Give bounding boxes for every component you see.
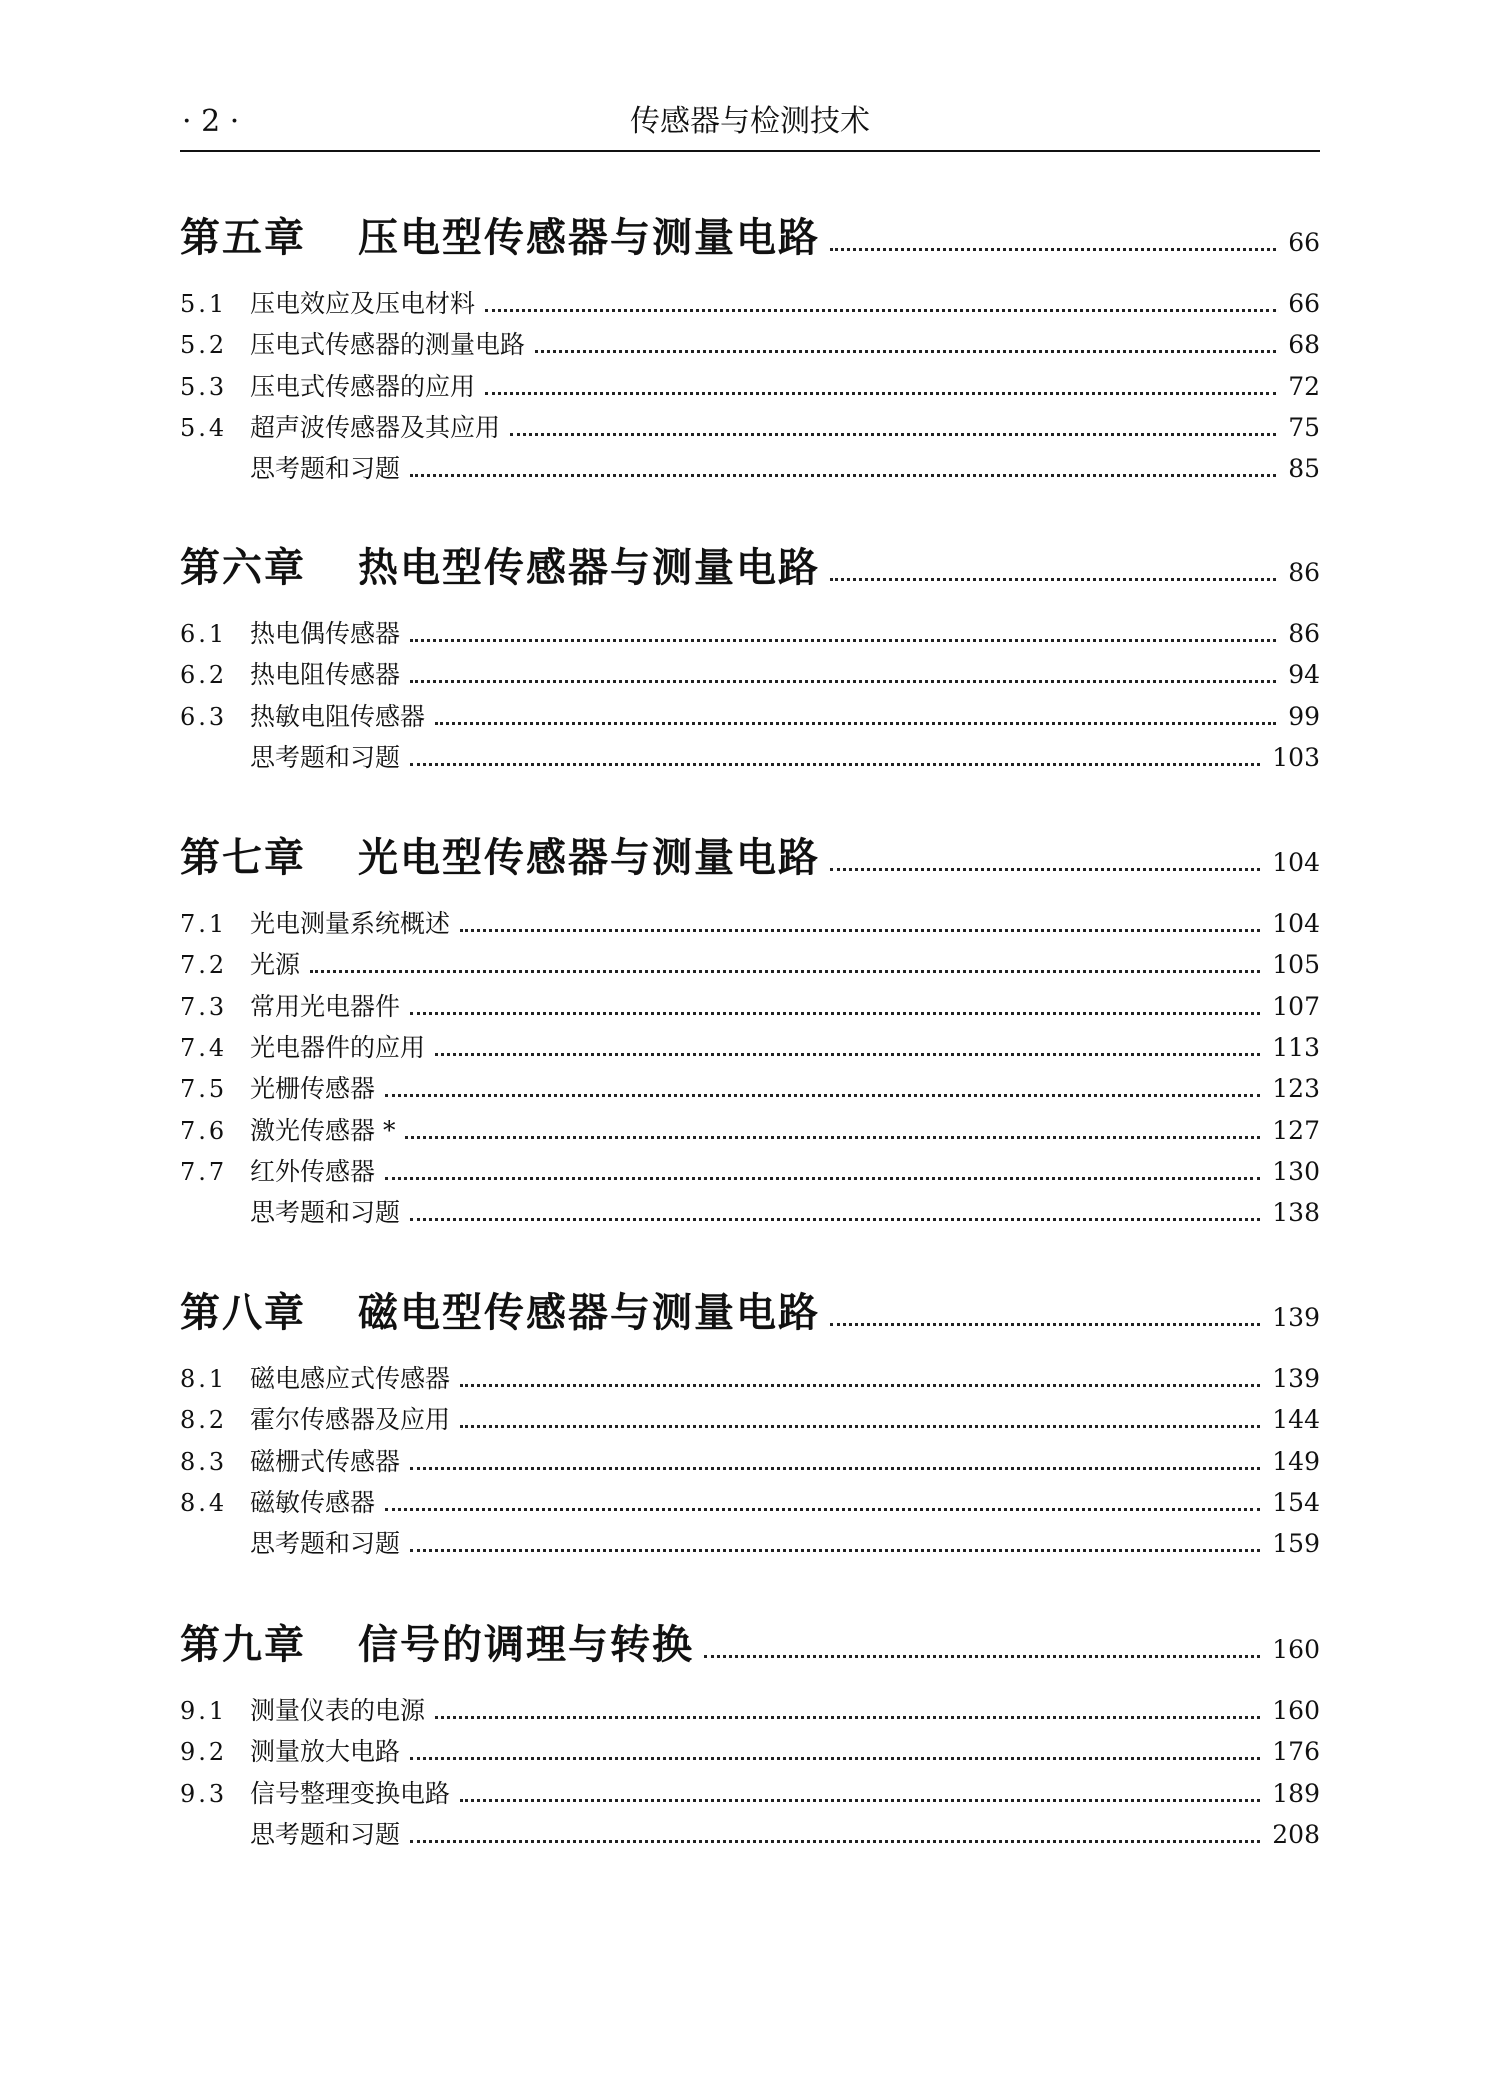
- section-page-number: 160: [1272, 1696, 1320, 1725]
- section-title: 热电偶传感器: [250, 619, 401, 648]
- section-number: 7.4: [180, 1033, 228, 1062]
- chapter-page-number: 86: [1288, 558, 1320, 587]
- dot-leader: [410, 1757, 1260, 1760]
- dot-leader: [310, 970, 1260, 973]
- toc-entry[interactable]: [180, 1113, 1320, 1153]
- toc-entry[interactable]: [180, 1071, 1320, 1111]
- toc-entry[interactable]: [180, 1485, 1320, 1525]
- section-number: 6.3: [180, 702, 228, 731]
- section-page-number: 144: [1272, 1405, 1320, 1435]
- section-title: 压电效应及压电材料: [250, 289, 476, 318]
- section-page-number: 68: [1288, 330, 1320, 360]
- section-page-number: 66: [1288, 289, 1320, 318]
- toc-entry[interactable]: [180, 906, 1320, 946]
- toc-entry[interactable]: [180, 1776, 1320, 1816]
- section-title: 霍尔传感器及应用: [250, 1405, 451, 1435]
- section-number: 5.3: [180, 372, 228, 401]
- section-page-number: 113: [1272, 1032, 1320, 1062]
- section-title: 激光传感器 *: [250, 1115, 396, 1145]
- section-page-number: 189: [1272, 1778, 1320, 1808]
- section-number: 9.1: [180, 1697, 228, 1725]
- section-page-number: 139: [1272, 1364, 1320, 1393]
- section-page-number: 149: [1272, 1446, 1320, 1476]
- dot-leader: [385, 1177, 1260, 1180]
- section-page-number: 85: [1288, 454, 1320, 484]
- section-page-number: 99: [1288, 701, 1320, 731]
- toc-entry[interactable]: [180, 1361, 1320, 1401]
- chapter-row[interactable]: [180, 210, 1320, 270]
- section-number: 8.4: [180, 1488, 228, 1517]
- dot-leader: [410, 639, 1276, 642]
- dot-leader: [410, 1549, 1260, 1552]
- toc-entry[interactable]: [180, 451, 1320, 491]
- dot-leader: [405, 1136, 1260, 1139]
- section-title: 红外传感器: [250, 1156, 376, 1186]
- section-title: 磁敏传感器: [250, 1487, 376, 1517]
- section-page-number: 138: [1272, 1198, 1320, 1228]
- section-title: 磁栅式传感器: [250, 1446, 401, 1476]
- page-number: · 2 ·: [182, 104, 240, 139]
- toc-entry[interactable]: [180, 1402, 1320, 1442]
- book-page: [180, 0, 1320, 2095]
- section-title: 思考题和习题: [250, 454, 401, 484]
- dot-leader: [510, 433, 1276, 436]
- toc-entry[interactable]: [180, 740, 1320, 780]
- section-title: 磁电感应式传感器: [250, 1364, 451, 1393]
- chapter-title: 信号的调理与转换: [358, 1622, 694, 1668]
- dot-leader: [460, 1799, 1260, 1802]
- section-page-number: 72: [1288, 371, 1320, 401]
- chapter-title: 磁电型传感器与测量电路: [358, 1290, 820, 1336]
- section-page-number: 154: [1272, 1487, 1320, 1517]
- dot-leader: [704, 1655, 1260, 1658]
- section-number: 5.1: [180, 290, 228, 318]
- section-page-number: 86: [1288, 619, 1320, 648]
- toc-entry[interactable]: [180, 1030, 1320, 1070]
- toc-entry[interactable]: [180, 616, 1320, 656]
- section-number: 6.2: [180, 661, 228, 690]
- section-page-number: 127: [1272, 1115, 1320, 1145]
- section-number: 8.3: [180, 1447, 228, 1476]
- book-title: 传感器与检测技术: [630, 104, 870, 139]
- dot-leader: [830, 578, 1276, 581]
- section-number: 7.2: [180, 951, 228, 980]
- dot-leader: [485, 392, 1276, 395]
- dot-leader: [410, 1218, 1260, 1221]
- toc-entry[interactable]: [180, 1734, 1320, 1774]
- section-title: 热敏电阻传感器: [250, 701, 426, 731]
- toc-entry[interactable]: [180, 1526, 1320, 1566]
- dot-leader: [410, 474, 1276, 477]
- chapter-title: 热电型传感器与测量电路: [358, 545, 820, 591]
- section-title: 光源: [250, 950, 301, 980]
- dot-leader: [435, 1716, 1260, 1719]
- dot-leader: [410, 1840, 1260, 1843]
- section-page-number: 130: [1272, 1156, 1320, 1186]
- dot-leader: [830, 248, 1276, 251]
- section-number: 5.2: [180, 331, 228, 360]
- chapter-row[interactable]: [180, 830, 1320, 890]
- dot-leader: [385, 1094, 1260, 1097]
- dot-leader: [410, 1467, 1260, 1470]
- chapter-label: 第六章: [180, 545, 306, 591]
- section-number: 7.3: [180, 992, 228, 1021]
- chapter-page-number: 139: [1272, 1303, 1320, 1332]
- dot-leader: [830, 868, 1260, 871]
- section-page-number: 159: [1272, 1529, 1320, 1559]
- section-title: 光栅传感器: [250, 1074, 376, 1104]
- toc-entry[interactable]: [180, 699, 1320, 739]
- section-title: 思考题和习题: [250, 1529, 401, 1559]
- toc-entry[interactable]: [180, 369, 1320, 409]
- dot-leader: [410, 1012, 1260, 1015]
- section-title: 思考题和习题: [250, 1198, 401, 1228]
- section-number: 8.1: [180, 1365, 228, 1393]
- section-page-number: 208: [1272, 1819, 1320, 1849]
- dot-leader: [535, 350, 1276, 353]
- chapter-page-number: 104: [1272, 848, 1320, 877]
- section-title: 超声波传感器及其应用: [250, 412, 501, 442]
- section-page-number: 94: [1288, 660, 1320, 690]
- chapter-label: 第九章: [180, 1622, 306, 1668]
- chapter-title: 光电型传感器与测量电路: [358, 835, 820, 881]
- dot-leader: [435, 722, 1276, 725]
- section-page-number: 176: [1272, 1737, 1320, 1767]
- dot-leader: [435, 1053, 1260, 1056]
- toc-entry[interactable]: [180, 989, 1320, 1029]
- section-page-number: 107: [1272, 991, 1320, 1021]
- section-number: 6.1: [180, 620, 228, 648]
- toc-entry[interactable]: [180, 1817, 1320, 1857]
- section-title: 压电式传感器的应用: [250, 371, 476, 401]
- chapter-label: 第八章: [180, 1290, 306, 1336]
- chapter-row[interactable]: [180, 1617, 1320, 1677]
- section-title: 光电器件的应用: [250, 1032, 426, 1062]
- section-title: 测量仪表的电源: [250, 1696, 426, 1725]
- section-page-number: 104: [1272, 909, 1320, 938]
- toc-entry[interactable]: [180, 1693, 1320, 1733]
- dot-leader: [460, 1425, 1260, 1428]
- section-number: 8.2: [180, 1406, 228, 1435]
- dot-leader: [385, 1508, 1260, 1511]
- section-number: 9.3: [180, 1779, 228, 1808]
- dot-leader: [410, 680, 1276, 683]
- section-page-number: 123: [1272, 1074, 1320, 1104]
- section-page-number: 75: [1288, 412, 1320, 442]
- chapter-page-number: 160: [1272, 1635, 1320, 1664]
- dot-leader: [460, 1384, 1260, 1387]
- section-number: 7.7: [180, 1157, 228, 1186]
- section-title: 信号整理变换电路: [250, 1778, 451, 1808]
- section-title: 光电测量系统概述: [250, 909, 451, 938]
- toc-entry[interactable]: [180, 1154, 1320, 1194]
- dot-leader: [485, 309, 1276, 312]
- toc-entry[interactable]: [180, 286, 1320, 326]
- section-page-number: 103: [1272, 742, 1320, 772]
- toc-entry[interactable]: [180, 327, 1320, 367]
- section-title: 思考题和习题: [250, 1819, 401, 1849]
- section-number: 7.5: [180, 1075, 228, 1104]
- dot-leader: [410, 763, 1260, 766]
- section-page-number: 105: [1272, 950, 1320, 980]
- dot-leader: [460, 929, 1260, 932]
- toc-entry[interactable]: [180, 947, 1320, 987]
- section-title: 热电阻传感器: [250, 660, 401, 690]
- chapter-title: 压电型传感器与测量电路: [358, 215, 820, 261]
- dot-leader: [830, 1323, 1260, 1326]
- section-title: 压电式传感器的测量电路: [250, 330, 526, 360]
- running-header: [180, 102, 1320, 152]
- toc-entry[interactable]: [180, 410, 1320, 450]
- section-number: 5.4: [180, 413, 228, 442]
- chapter-row[interactable]: [180, 1285, 1320, 1345]
- section-title: 思考题和习题: [250, 742, 401, 772]
- section-title: 测量放大电路: [250, 1737, 401, 1767]
- chapter-page-number: 66: [1288, 228, 1320, 257]
- section-number: 7.6: [180, 1116, 228, 1145]
- toc-entry[interactable]: [180, 1444, 1320, 1484]
- chapter-label: 第五章: [180, 215, 306, 261]
- section-number: 9.2: [180, 1738, 228, 1767]
- toc-entry[interactable]: [180, 657, 1320, 697]
- section-number: 7.1: [180, 910, 228, 938]
- chapter-label: 第七章: [180, 835, 306, 881]
- section-title: 常用光电器件: [250, 991, 401, 1021]
- chapter-row[interactable]: [180, 540, 1320, 600]
- toc-entry[interactable]: [180, 1195, 1320, 1235]
